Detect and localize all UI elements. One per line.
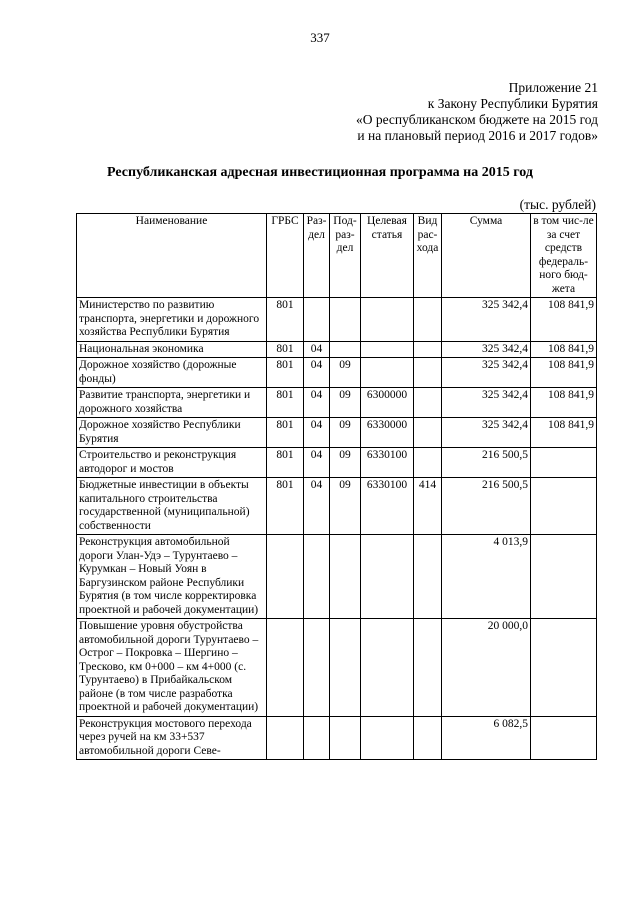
cell-vid (414, 358, 442, 388)
cell-vid (414, 341, 442, 358)
cell-target (361, 341, 414, 358)
cell-sum: 6 082,5 (442, 716, 531, 760)
cell-vid (414, 619, 442, 717)
cell-target: 6300000 (361, 388, 414, 418)
cell-target (361, 358, 414, 388)
table-row (77, 535, 597, 619)
cell-federal (531, 716, 597, 760)
cell-podrazdel: 09 (330, 358, 361, 388)
cell-vid (414, 716, 442, 760)
cell-grbs: 801 (267, 478, 304, 535)
cell-sum: 325 342,4 (442, 358, 531, 388)
cell-federal: 108 841,9 (531, 418, 597, 448)
cell-vid (414, 388, 442, 418)
cell-grbs: 801 (267, 298, 304, 342)
cell-vid (414, 448, 442, 478)
cell-razdel: 04 (304, 478, 330, 535)
header-grbs: ГРБС (267, 214, 304, 298)
cell-federal: 108 841,9 (531, 298, 597, 342)
cell-target: 6330100 (361, 448, 414, 478)
cell-grbs (267, 619, 304, 717)
cell-target: 6330000 (361, 418, 414, 448)
cell-name: Реконструкция автомобильной дороги Улан-Удэ – Турунтаево – Курумкан – Новый Уоян в Баргузинском районе Республики Бурятия (в том числе корректировка проектной и рабочей документации) (77, 535, 267, 619)
cell-target (361, 716, 414, 760)
investment-program-table (76, 213, 597, 760)
cell-target (361, 298, 414, 342)
table-header-row (77, 214, 597, 298)
header-vid: Вид рас-хода (414, 214, 442, 298)
cell-grbs: 801 (267, 341, 304, 358)
appendix-line: Приложение 21 (508, 80, 598, 95)
cell-name: Дорожное хозяйство Республики Бурятия (77, 418, 267, 448)
cell-razdel (304, 619, 330, 717)
cell-vid (414, 535, 442, 619)
cell-podrazdel: 09 (330, 448, 361, 478)
cell-sum: 216 500,5 (442, 448, 531, 478)
cell-federal: 108 841,9 (531, 358, 597, 388)
table-row (77, 341, 597, 358)
cell-razdel (304, 716, 330, 760)
table-row (77, 388, 597, 418)
cell-federal (531, 478, 597, 535)
cell-podrazdel: 09 (330, 418, 361, 448)
header-target: Целевая статья (361, 214, 414, 298)
header-razdel: Раз-дел (304, 214, 330, 298)
cell-razdel: 04 (304, 341, 330, 358)
cell-name: Повышение уровня обустройства автомобильной дороги Турунтаево – Острог – Покровка – Шергино – Тресково, км 0+000 – км 4+000 (с. Турунтаево) в Прибайкальском районе (в том числе разработка проектной и рабочей документации) (77, 619, 267, 717)
cell-name: Реконструкция мостового перехода через ручей на км 33+537 автомобильной дороги Севе- (77, 716, 267, 760)
cell-podrazdel (330, 341, 361, 358)
appendix-line: «О республиканском бюджете на 2015 год (355, 112, 598, 127)
cell-target (361, 619, 414, 717)
cell-grbs: 801 (267, 388, 304, 418)
cell-federal (531, 448, 597, 478)
cell-name: Национальная экономика (77, 341, 267, 358)
cell-sum: 325 342,4 (442, 418, 531, 448)
cell-name: Развитие транспорта, энергетики и дорожного хозяйства (77, 388, 267, 418)
document-title: Республиканская адресная инвестиционная программа на 2015 год (107, 165, 533, 180)
table-row (77, 448, 597, 478)
header-federal: в том чис-ле за счет средств федераль-ного бюд-жета (531, 214, 597, 298)
cell-name: Строительство и реконструкция автодорог и мостов (77, 448, 267, 478)
cell-razdel: 04 (304, 358, 330, 388)
cell-name: Министерство по развитию транспорта, энергетики и дорожного хозяйства Республики Бурятия (77, 298, 267, 342)
cell-name: Бюджетные инвестиции в объекты капитального строительства государственной (муниципальной) собственности (77, 478, 267, 535)
cell-sum: 20 000,0 (442, 619, 531, 717)
table-row (77, 358, 597, 388)
header-name: Наименование (77, 214, 267, 298)
cell-sum: 325 342,4 (442, 341, 531, 358)
units-label: (тыс. рублей) (519, 197, 596, 212)
cell-podrazdel (330, 716, 361, 760)
cell-grbs (267, 716, 304, 760)
table-row (77, 478, 597, 535)
cell-razdel (304, 535, 330, 619)
cell-podrazdel (330, 619, 361, 717)
cell-razdel: 04 (304, 448, 330, 478)
cell-razdel: 04 (304, 388, 330, 418)
cell-razdel: 04 (304, 418, 330, 448)
cell-target (361, 535, 414, 619)
cell-vid: 414 (414, 478, 442, 535)
cell-federal (531, 619, 597, 717)
cell-federal (531, 535, 597, 619)
page-number: 337 (310, 30, 330, 45)
cell-podrazdel: 09 (330, 388, 361, 418)
cell-podrazdel (330, 535, 361, 619)
appendix-note (356, 80, 598, 144)
cell-vid (414, 298, 442, 342)
cell-podrazdel (330, 298, 361, 342)
appendix-line: к Закону Республики Бурятия (427, 96, 598, 111)
table-row (77, 298, 597, 342)
cell-podrazdel: 09 (330, 478, 361, 535)
table-row (77, 716, 597, 760)
appendix-line: и на плановый период 2016 и 2017 годов» (357, 128, 598, 143)
cell-sum: 216 500,5 (442, 478, 531, 535)
cell-razdel (304, 298, 330, 342)
table-row (77, 619, 597, 717)
cell-grbs: 801 (267, 448, 304, 478)
cell-federal: 108 841,9 (531, 388, 597, 418)
cell-grbs: 801 (267, 418, 304, 448)
cell-target: 6330100 (361, 478, 414, 535)
cell-vid (414, 418, 442, 448)
cell-grbs: 801 (267, 358, 304, 388)
cell-federal: 108 841,9 (531, 341, 597, 358)
cell-sum: 325 342,4 (442, 388, 531, 418)
cell-grbs (267, 535, 304, 619)
cell-sum: 4 013,9 (442, 535, 531, 619)
table-row (77, 418, 597, 448)
cell-name: Дорожное хозяйство (дорожные фонды) (77, 358, 267, 388)
header-sum: Сумма (442, 214, 531, 298)
cell-sum: 325 342,4 (442, 298, 531, 342)
header-podrazdel: Под-раз-дел (330, 214, 361, 298)
